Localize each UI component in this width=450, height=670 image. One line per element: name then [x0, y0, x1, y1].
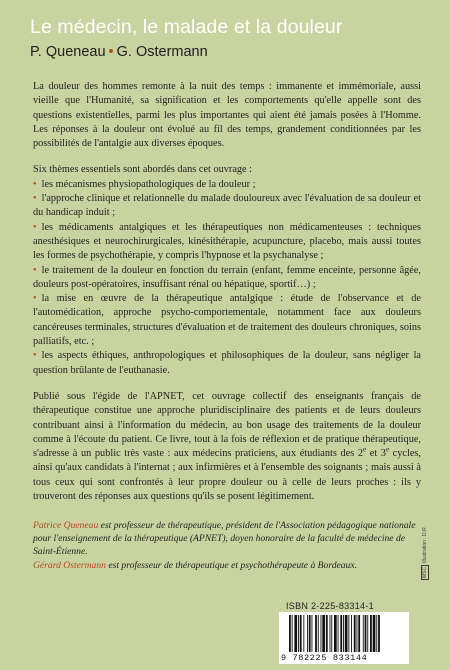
back-cover-text — [33, 80, 421, 516]
bullet-icon: • — [33, 221, 37, 233]
audience-text: et 3 — [366, 448, 386, 460]
isbn-label: ISBN 2-225-83314-1 — [286, 601, 374, 611]
theme-text: les médicaments antalgiques et les thérapeutiques non médicamenteuses : techniques anesthésiques et neurochirurgicales, kinésithérapie, acupuncture, placebo, mais aussi toutes les formes de psychothérapie, y compris l'hypnose et la psychanalyse ; — [33, 221, 421, 262]
theme-item — [33, 178, 421, 192]
author-queneau: P. Queneau — [30, 44, 106, 60]
credit-text: Illustration : D.R. — [422, 525, 428, 563]
theme-item — [33, 192, 421, 221]
author-separator-bullet: • — [108, 44, 114, 60]
theme-item — [33, 264, 421, 293]
theme-text: les mécanismes physiopathologiques de la douleur ; — [41, 178, 256, 190]
bullet-icon: • — [33, 264, 37, 276]
author-ostermann: G. Ostermann — [116, 44, 208, 60]
barcode-bars-icon — [279, 612, 409, 654]
illustration-credit — [422, 526, 428, 580]
theme-text: l'approche clinique et relationnelle du malade douloureux avec l'évaluation de sa douleur et du handicap induit ; — [33, 193, 421, 219]
superscript: e — [385, 445, 390, 454]
theme-item — [33, 292, 421, 349]
theme-text: les aspects éthiques, anthropologiques et philosophiques de la douleur, sans négliger la question brûlante de l'euthanasie. — [33, 350, 421, 376]
bio-queneau — [33, 519, 421, 559]
superscript: e — [363, 445, 367, 454]
audience-text: Publié sous l'égide de l'APNET, cet ouvrage collectif des enseignants français de thérapeutique constitue une approche pluridisciplinaire des patients et de leurs douleurs contribuant ainsi à l'information du médecin, au bon usage des traitements de la douleur comme à l'écoute du patient. Ce livre, tout à la fois de réflexion et de pratique thérapeutique, s'adresse à un public très vaste : aux médecins praticiens, aux étudiants des 2 — [33, 390, 421, 460]
bullet-icon: • — [33, 178, 37, 190]
bio-name: Gérard Ostermann — [33, 559, 106, 571]
bio-name: Patrice Queneau — [33, 520, 99, 531]
bio-text: est professeur de thérapeutique et psychothérapeute à Bordeaux. — [105, 559, 358, 571]
authors-line — [30, 44, 440, 60]
publisher-mark: MSC — [422, 566, 428, 578]
barcode-digits: 9 782225 833144 — [281, 653, 368, 663]
bullet-icon: • — [33, 193, 37, 205]
theme-text: le traitement de la douleur en fonction du terrain (enfant, femme enceinte, personne âgée, douleurs post-opératoires, insuffisant rénal ou hépatique, sportif…) ; — [33, 264, 421, 290]
themes-list — [33, 178, 421, 378]
bio-ostermann — [33, 559, 421, 572]
themes-intro: Six thèmes essentiels sont abordés dans cet ouvrage : — [33, 164, 253, 176]
book-title: Le médecin, le malade et la douleur — [30, 16, 343, 38]
barcode — [279, 612, 409, 664]
theme-text: la mise en œuvre de la thérapeutique antalgique : étude de l'observance et de l'automédication, approche psycho-comportementale, notamment face aux douleurs cancéreuses terminales, structures d'évaluation et de traitement des douleurs chroniques, soins palliatifs, etc. ; — [33, 293, 421, 348]
bio-text: est professeur de thérapeutique, président de l'Association pédagogique nationale pour l'enseignement de la thérapeutique (APNET), doyen honoraire de la faculté de médecine de Saint-Étienne. — [33, 520, 416, 558]
audience-text: cycles, ainsi qu'aux candidats à l'internat ; aux infirmières et à l'ensemble des soignants ; mais aussi à tous ceux qui sont confrontés à leur propre douleur ou à celle de leurs proches : ils y trouveront des réponses aux questions qu'ils se posent légitimement. — [33, 448, 421, 503]
audience-paragraph — [33, 390, 421, 504]
intro-paragraph: La douleur des hommes remonte à la nuit des temps : immanente et immémoriale, aussi vieille que l'Humanité, sa signification et les comportements qu'elle appelle sont des questions existentielles, parmi les plus importantes qui aient été jamais posées à l'Homme. Les réponses à la douleur ont évolué au fil des temps, grandement conditionnées par les possibilités de l'antalgie aux diverses époques. — [33, 81, 421, 150]
bullet-icon: • — [33, 293, 37, 305]
bullet-icon: • — [33, 350, 37, 362]
theme-item — [33, 221, 421, 264]
theme-item — [33, 349, 421, 378]
author-bios — [33, 519, 421, 572]
